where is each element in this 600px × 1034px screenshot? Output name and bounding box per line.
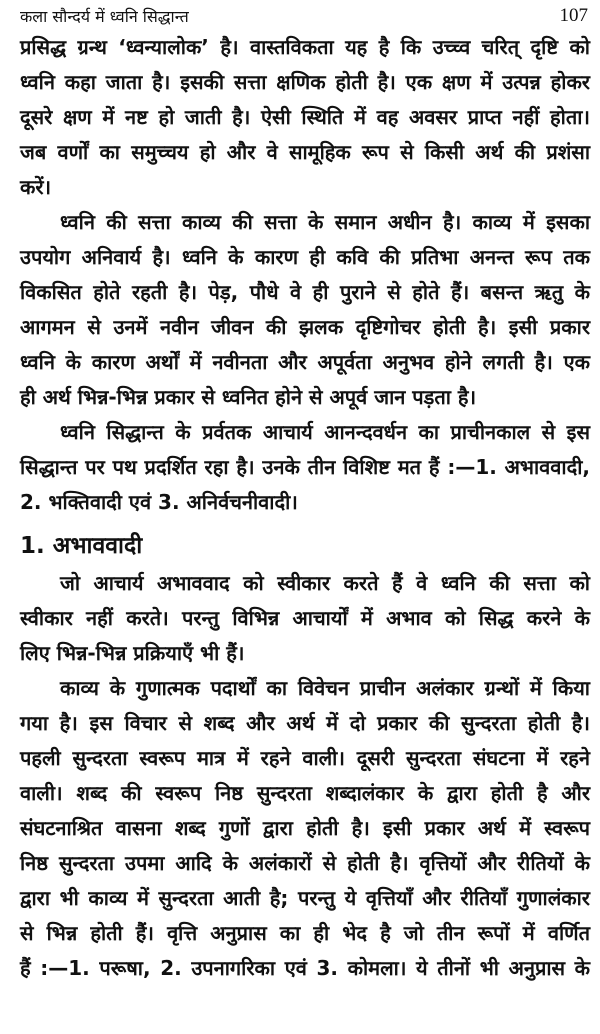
text-line: ध्वनि की सत्ता काव्य की सत्ता के समान अधीन है। काव्य में इसका (60, 210, 590, 234)
text-line: उपयोग अनिवार्य है। ध्वनि के कारण ही कवि की प्रतिभा अनन्त रूप तक (20, 245, 590, 269)
text-line: गया है। इस विचार से शब्द और अर्थ में दो प्रकार की सुन्दरता होती है। (20, 711, 590, 735)
text-line: 2. भक्तिवादी एवं 3. अनिर्वचनीवादी। (20, 490, 298, 514)
page-number: 107 (559, 5, 588, 26)
text-line: हैं :—1. परूषा, 2. उपनागरिका एवं 3. कोमला। ये तीनों भी अनुप्रास के (20, 956, 590, 980)
text-line: ध्वनि के कारण अर्थों में नवीनता और अपूर्वता अनुभव होने लगती है। एक (20, 350, 590, 374)
page-body (20, 30, 590, 986)
text-line: पहली सुन्दरता स्वरूप मात्र में रहने वाली। दूसरी सुन्दरता संघटना में रहने (20, 746, 590, 770)
paragraph (20, 566, 590, 671)
text-line: काव्य के गुणात्मक पदार्थों का विवेचन प्राचीन अलंकार ग्रन्थों में किया (60, 676, 590, 700)
text-line: ध्वनि कहा जाता है। इसकी सत्ता क्षणिक होती है। एक क्षण में उत्पन्न होकर (20, 70, 590, 94)
text-line: लिए भिन्न-भिन्न प्रक्रियाएँ भी हैं। (20, 641, 245, 665)
paragraph (20, 671, 590, 986)
text-line: स्वीकार नहीं करते। परन्तु विभिन्न आचार्यों में अभाव को सिद्ध करने के (20, 606, 590, 630)
paragraph (20, 415, 590, 520)
text-line: विकसित होते रहती है। पेड़, पौधे वे ही पुराने से होते हैं। बसन्त ऋतु के (20, 280, 590, 304)
text-line: ध्वनि सिद्धान्त के प्रर्वतक आचार्य आनन्दवर्धन का प्राचीनकाल से इस (60, 420, 590, 444)
text-line: संघटनाश्रित वासना शब्द गुणों द्वारा होती है। इसी प्रकार अर्थ में स्वरूप (20, 816, 590, 840)
text-line: प्रसिद्ध ग्रन्थ ‘ध्वन्यालोक’ है। वास्तविकता यह है कि उच्च्व चरित् दृष्टि को (20, 35, 590, 59)
text-line: से भिन्न होती हैं। वृत्ति अनुप्रास का ही भेद है जो तीन रूपों में वर्णित (20, 921, 590, 945)
paragraph (20, 30, 590, 205)
text-line: आगमन से उनमें नवीन जीवन की झलक दृष्टिगोचर होती है। इसी प्रकार (20, 315, 590, 339)
paragraph (20, 205, 590, 415)
text-line: जो आचार्य अभाववाद को स्वीकार करते हैं वे ध्वनि की सत्ता को (60, 571, 590, 595)
text-line: वाली। शब्द की स्वरूप निष्ठ सुन्दरता शब्दालंकार के द्वारा होती है और (20, 781, 590, 805)
text-line: दूसरे क्षण में नष्ट हो जाती है। ऐसी स्थिति में वह अवसर प्राप्त नहीं होता। (20, 105, 590, 129)
text-line: सिद्धान्त पर पथ प्रदर्शित रहा है। उनके तीन विशिष्ट मत हैं :—1. अभाववादी, (20, 455, 590, 479)
text-line: ही अर्थ भिन्न-भिन्न प्रकार से ध्वनित होने से अपूर्व जान पड़ता है। (20, 385, 477, 409)
running-header (20, 2, 588, 30)
text-line: जब वर्णों का समुच्चय हो और वे सामूहिक रूप से किसी अर्थ की प्रशंसा (20, 140, 590, 164)
section-heading: 1. अभाववादी (20, 533, 143, 559)
text-line: निष्ठ सुन्दरता उपमा आदि के अलंकारों से होती है। वृत्तियों और रीतियों के (20, 851, 590, 875)
text-line: करें। (20, 175, 52, 199)
text-line: द्वारा भी काव्य में सुन्दरता आती है; परन्तु ये वृत्तियाँ और रीतियाँ गुणालंकार (20, 886, 590, 910)
chapter-title: कला सौन्दर्य में ध्वनि सिद्धान्त (20, 7, 189, 26)
